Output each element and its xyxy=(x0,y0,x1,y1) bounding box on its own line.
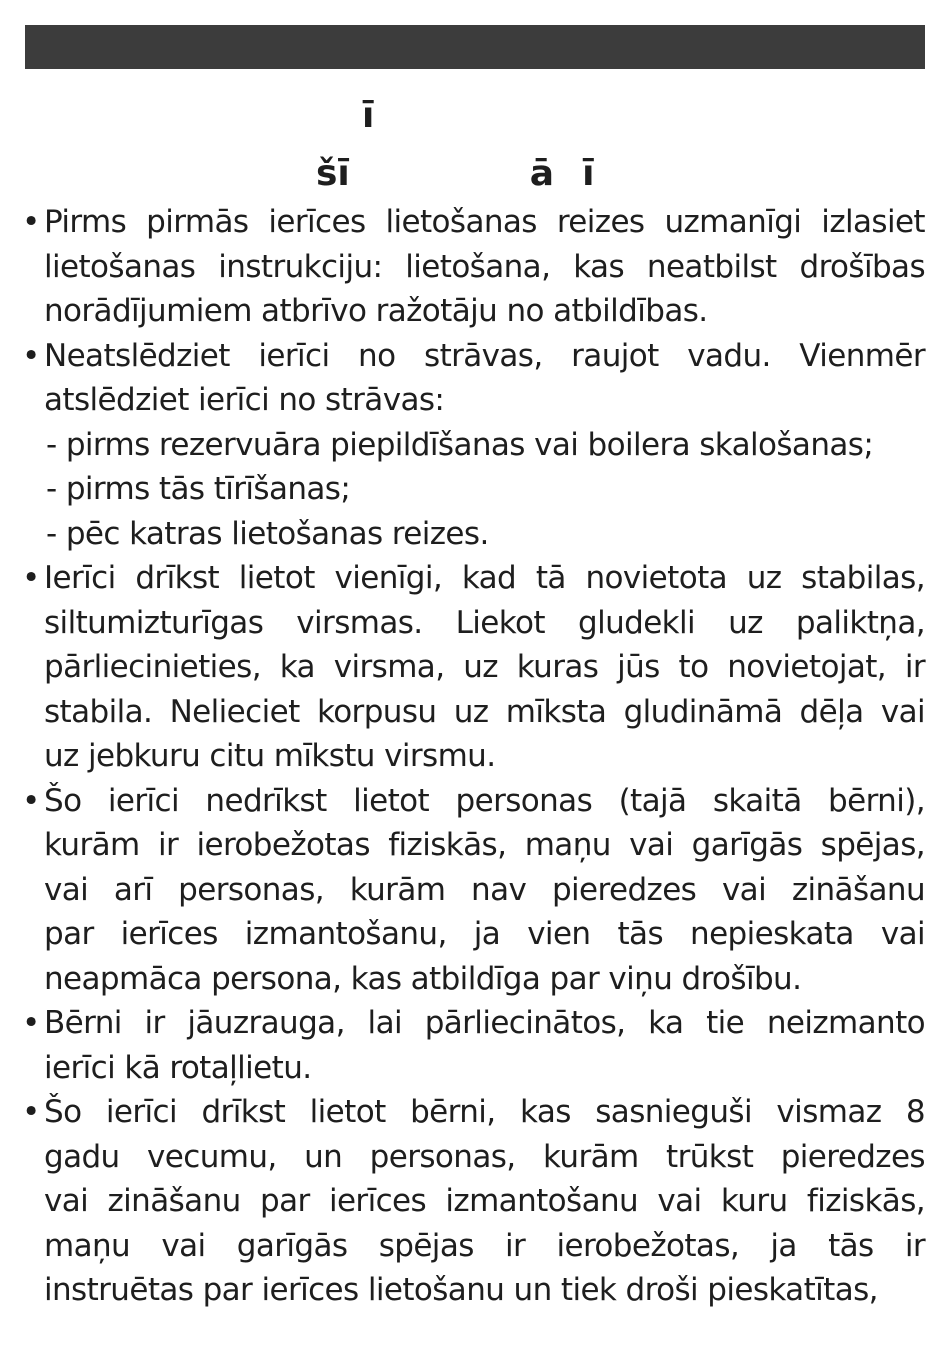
bullet: • xyxy=(22,1005,40,1041)
list-item xyxy=(20,779,925,1002)
text-line: atslēdziet ierīci no strāvas: xyxy=(44,382,445,418)
text-line: instruētas par ierīces lietošanu un tiek droši pieskatītas, xyxy=(44,1272,878,1308)
bullet: • xyxy=(22,782,40,819)
sub-list-item: - pirms tās tīrīšanas; xyxy=(46,471,351,507)
bullet: • xyxy=(22,204,40,240)
text-line: par ierīces izmantošanu, ja vien tās nepieskata vai xyxy=(44,916,925,952)
text-line: Pirms pirmās ierīces lietošanas reizes uzmanīgi izlasiet xyxy=(44,204,925,240)
text-line: gadu vecumu, un personas, kurām trūkst pieredzes xyxy=(44,1138,925,1175)
bullet: • xyxy=(22,1094,40,1130)
text-line: Ierīci drīkst lietot vienīgi, kad tā novietota uz stabilas, xyxy=(44,560,925,596)
bullet: • xyxy=(22,337,40,374)
header-bar xyxy=(25,25,925,69)
text-line: stabila. Nelieciet korpusu uz mīksta gludināmā dēļa vai xyxy=(44,693,925,730)
sub-list-item: - pēc katras lietošanas reizes. xyxy=(46,515,489,552)
text-line: Šo ierīci nedrīkst lietot personas (tajā skaitā bērni), xyxy=(44,782,925,819)
text-line: ierīci kā rotaļlietu. xyxy=(44,1049,312,1086)
title-fragment-b: ā xyxy=(529,153,555,194)
text-line: maņu vai garīgās spējas ir ierobežotas, ja tās ir xyxy=(44,1227,925,1264)
text-line: vai zināšanu par ierīces izmantošanu vai kuru fiziskās, xyxy=(44,1183,925,1219)
list-item xyxy=(20,556,925,779)
list-item xyxy=(20,1090,925,1313)
text-line: vai arī personas, kurām nav pieredzes vai zināšanu xyxy=(44,871,925,908)
text-line: Neatslēdziet ierīci no strāvas, raujot vadu. Vienmēr xyxy=(44,337,925,374)
sub-list-item: - pirms rezervuāra piepildīšanas vai boilera skalošanas; xyxy=(46,426,874,463)
title-fragment-c: ī xyxy=(582,153,595,194)
text-line: Bērni ir jāuzrauga, lai pārliecinātos, ka tie neizmanto xyxy=(44,1005,925,1041)
page-title-line-1: ī xyxy=(362,95,375,136)
text-line: Šo ierīci drīkst lietot bērni, kas sasnieguši vismaz 8 xyxy=(44,1094,925,1130)
list-item xyxy=(20,1001,925,1090)
text-line: neapmāca persona, kas atbildīga par viņu drošību. xyxy=(44,960,802,997)
bullet: • xyxy=(22,560,40,596)
text-line: uz jebkuru citu mīkstu virsmu. xyxy=(44,738,496,774)
text-line: pārliecinieties, ka virsma, uz kuras jūs to novietojat, ir xyxy=(44,649,925,685)
title-fragment-a: šī xyxy=(316,153,350,194)
list-item xyxy=(20,200,925,334)
page-title-line-2 xyxy=(316,152,594,196)
safety-instructions xyxy=(20,200,925,1313)
text-line: norādījumiem atbrīvo ražotāju no atbildības. xyxy=(44,293,708,329)
list-item xyxy=(20,334,925,557)
text-line: lietošanas instrukciju: lietošana, kas neatbilst drošības xyxy=(44,248,925,285)
text-line: siltumizturīgas virsmas. Liekot gludekli uz paliktņa, xyxy=(44,604,925,641)
text-line: kurām ir ierobežotas fiziskās, maņu vai garīgās spējas, xyxy=(44,827,925,863)
